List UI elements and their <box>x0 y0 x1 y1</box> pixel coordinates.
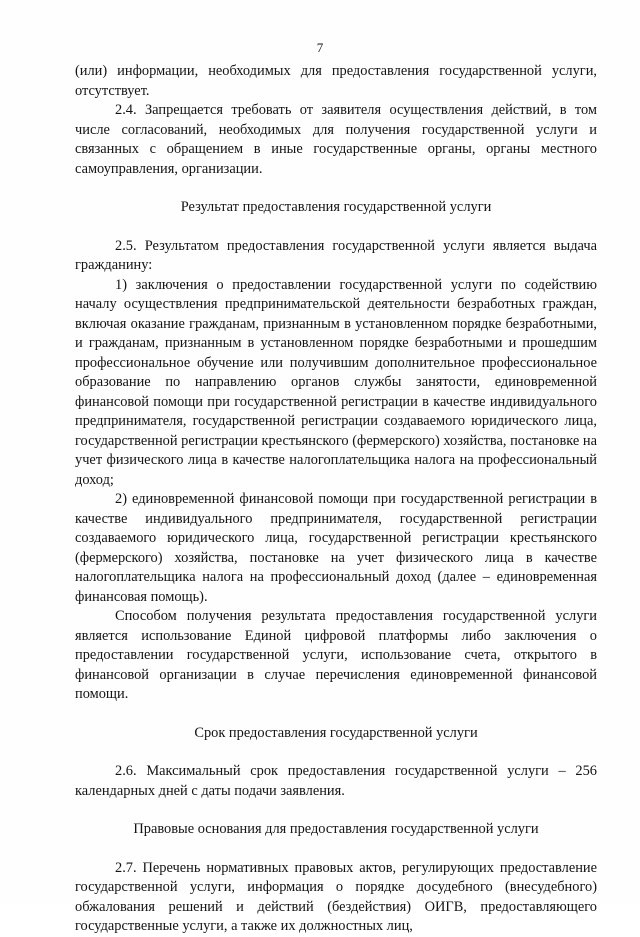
paragraph-method: Способом получения результата предоставления государственной услуги является использование Единой цифровой платформы либо заключения о предоставлении государственной услуги, использование счета, открытого в финансовой организации в случае перечисления единовременной финансовой помощи. <box>75 608 597 702</box>
document-body <box>75 62 597 937</box>
section-heading-legal: Правовые основания для предоставления государственной услуги <box>133 821 539 837</box>
paragraph-2-5: 2.5. Результатом предоставления государственной услуги является выдача гражданину: <box>75 237 597 273</box>
paragraph-2-4: 2.4. Запрещается требовать от заявителя осуществления действий, в том числе согласований, необходимых для получения государственной услуги и связанных с обращением в иные государственные органы, органы местного самоуправления, организации. <box>75 102 597 177</box>
list-item-1: 1) заключения о предоставлении государственной услуги по содействию началу осуществления предпринимательской деятельности безработных граждан, включая оказание гражданам, признанным в установленном порядке безработными, и гражданам, признанным в установленном порядке безработными и прошедшим профессиональное обучение или получившим дополнительное профессиональное образование по направлению органов службы занятости, единовременной финансовой помощи при государственной регистрации в качестве индивидуального предпринимателя, государственной регистрации создаваемого юридического лица, государственной регистрации крестьянского (фермерского) хозяйства, постановке на учет физического лица в качестве налогоплательщика налога на профессиональный доход; <box>75 276 597 488</box>
page-number: 7 <box>316 40 324 55</box>
paragraph-2-7: 2.7. Перечень нормативных правовых актов, регулирующих предоставление государственной услуги, информация о порядке досудебного (внесудебного) обжалования решений и действий (бездействия) ОИГВ, предоставляющего государственные услуги, а также их должностных лиц, <box>75 859 597 934</box>
paragraph-continuation: (или) информации, необходимых для предоставления государственной услуги, отсутствует. <box>75 63 597 99</box>
list-item-2: 2) единовременной финансовой помощи при государственной регистрации в качестве индивидуального предпринимателя, государственной регистрации создаваемого юридического лица, государственной регистрации крестьянского (фермерского) хозяйства, постановке на учет физического лица в качестве налогоплательщика налога на профессиональный доход (далее – единовременная финансовая помощь). <box>75 491 597 605</box>
section-heading-term: Срок предоставления государственной услуги <box>194 724 478 741</box>
paragraph-2-6: 2.6. Максимальный срок предоставления государственной услуги – 256 календарных дней с даты подачи заявления. <box>75 763 597 799</box>
section-heading-result: Результат предоставления государственной услуги <box>180 199 492 215</box>
